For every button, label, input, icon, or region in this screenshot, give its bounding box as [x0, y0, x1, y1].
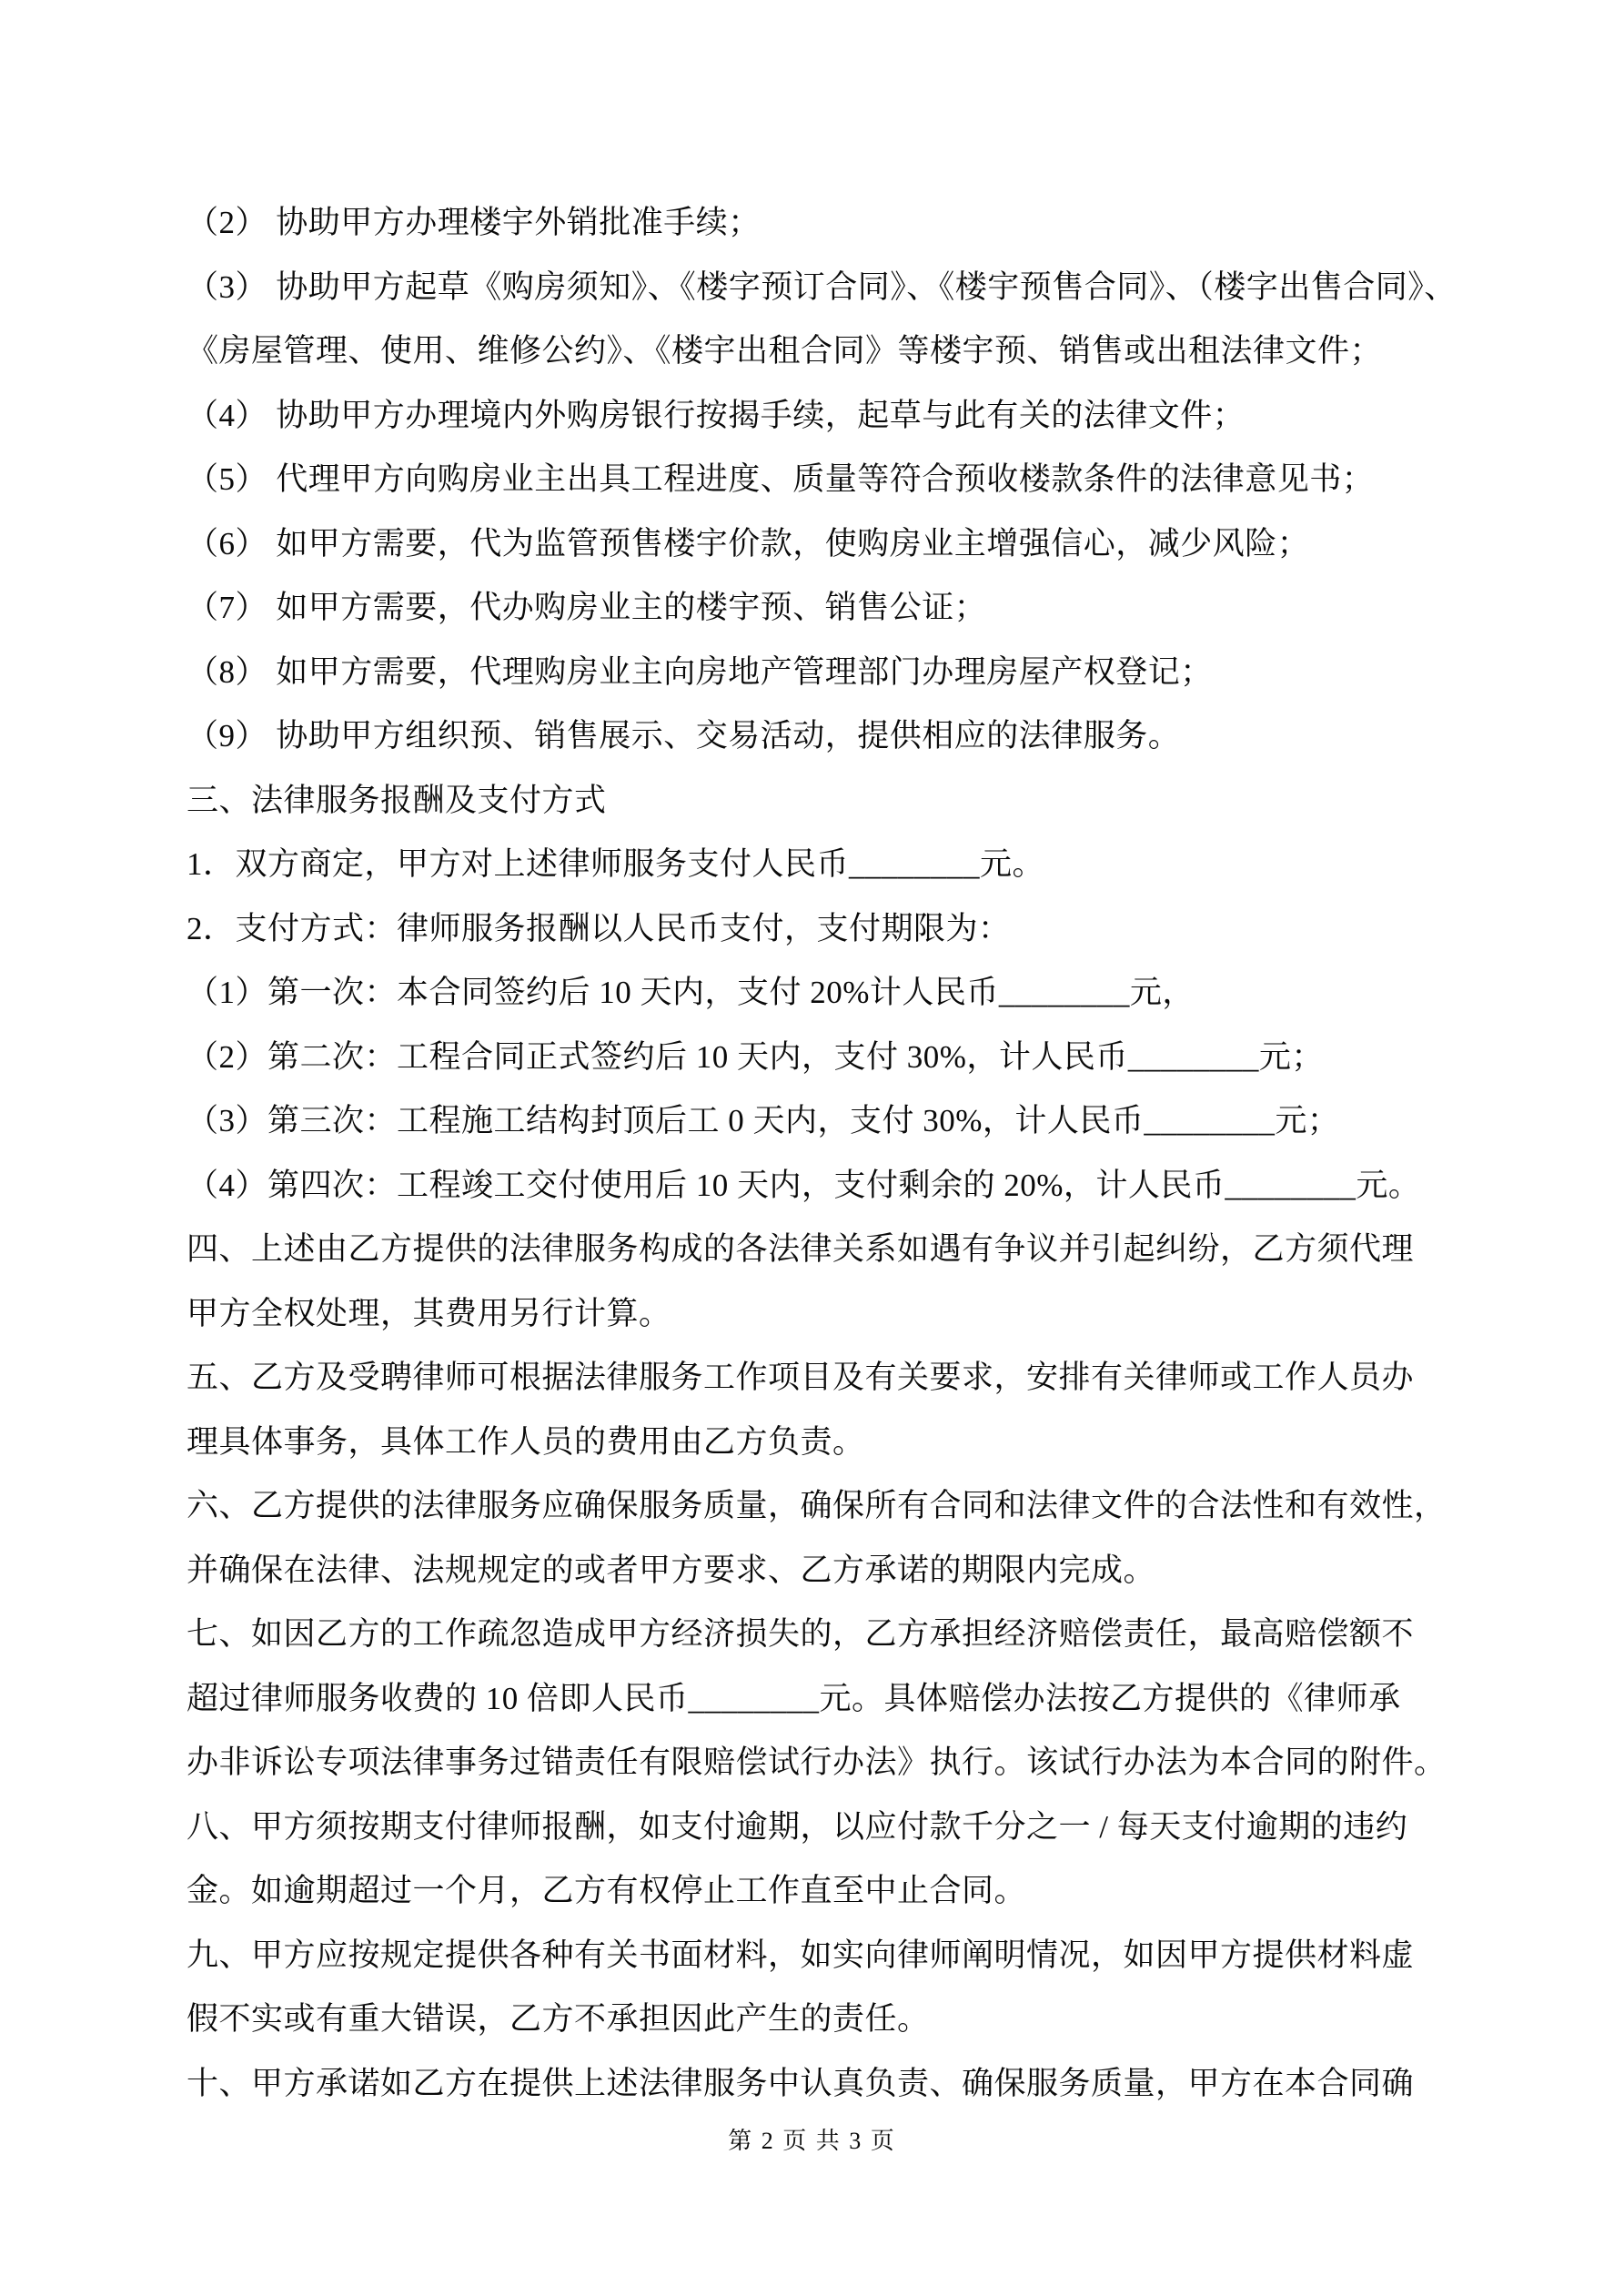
text-line: 甲方全权处理，其费用另行计算。 [187, 1295, 671, 1331]
text-line: （7） 如甲方需要，代办购房业主的楼宇预、销售公证； [187, 590, 987, 625]
text-line: （8） 如甲方需要，代理购房业主向房地产管理部门办理房屋产权登记； [187, 653, 1213, 690]
text-line: 十、甲方承诺如乙方在提供上述法律服务中认真负责、确保服务质量，甲方在本合同确 [187, 2065, 1415, 2101]
text-line: 办非诉讼专项法律事务过错责任有限赔偿试行办法》执行。该试行办法为本合同的附件。 [187, 1745, 1447, 1780]
text-line: 五、乙方及受聘律师可根据法律服务工作项目及有关要求，安排有关律师或工作人员办 [187, 1360, 1415, 1395]
text-line: （1）第一次：本合同签约后 10 天内，支付 20%计人民币________元， [187, 975, 1195, 1010]
text-line: （4）第四次：工程竣工交付使用后 10 天内，支付剩余的 20%，计人民币________元。 [187, 1167, 1421, 1203]
text-line: 理具体事务，具体工作人员的费用由乙方负责。 [187, 1423, 865, 1460]
text-line: 超过律师服务收费的 10 倍即人民币________元。具体赔偿办法按乙方提供的《律师承 [187, 1680, 1401, 1716]
text-line: 并确保在法律、法规规定的或者甲方要求、乙方承诺的期限内完成。 [187, 1552, 1156, 1588]
text-line: 八、甲方须按期支付律师报酬，如支付逾期，以应付款千分之一 / 每天支付逾期的违约 [187, 1808, 1408, 1845]
page-number-footer: 第 2 页 共 3 页 [728, 2128, 896, 2154]
text-line: 《房屋管理、使用、维修公约》、《楼宇出租合同》等楼宇预、销售或出租法律文件； [187, 333, 1383, 369]
text-line: 三、法律服务报酬及支付方式 [187, 782, 607, 818]
text-line: 金。如逾期超过一个月，乙方有权停止工作直至中止合同。 [187, 1873, 1027, 1908]
text-line: （3）第三次：工程施工结构封顶后工 0 天内，支付 30%，计人民币________元； [187, 1103, 1340, 1138]
text-line: （3） 协助甲方起草《购房须知》、《楼字预订合同》、《楼宇预售合同》、（楼字出售合同》、 [187, 268, 1457, 305]
text-line: 七、如因乙方的工作疏忽造成甲方经济损失的，乙方承担经济赔偿责任，最高赔偿额不 [187, 1616, 1415, 1652]
text-line: 九、甲方应按规定提供各种有关书面材料，如实向律师阐明情况，如因甲方提供材料虚 [187, 1937, 1415, 1973]
text-line: （2）第二次：工程合同正式签约后 10 天内，支付 30%，计人民币________元； [187, 1038, 1324, 1075]
text-line: 假不实或有重大错误，乙方不承担因此产生的责任。 [187, 2001, 930, 2037]
text-line: （5） 代理甲方向购房业主出具工程进度、质量等符合预收楼款条件的法律意见书； [187, 461, 1375, 497]
text-line: （4） 协助甲方办理境内外购房银行按揭手续，起草与此有关的法律文件； [187, 397, 1246, 433]
text-line: 2．支付方式：律师服务报酬以人民币支付，支付期限为： [187, 910, 1011, 946]
text-line: （2） 协助甲方办理楼宇外销批准手续； [187, 205, 761, 240]
text-line: 1．双方商定，甲方对上述律师服务支付人民币________元。 [187, 846, 1045, 882]
document-body [187, 191, 1528, 2116]
text-line: （6） 如甲方需要，代为监管预售楼宇价款，使购房业主增强信心，减少风险； [187, 525, 1310, 561]
text-line: （9） 协助甲方组织预、销售展示、交易活动，提供相应的法律服务。 [187, 718, 1181, 754]
text-line: 六、乙方提供的法律服务应确保服务质量，确保所有合同和法律文件的合法性和有效性， [187, 1488, 1447, 1523]
text-line: 四、上述由乙方提供的法律服务构成的各法律关系如遇有争议并引起纠纷，乙方须代理 [187, 1231, 1415, 1267]
